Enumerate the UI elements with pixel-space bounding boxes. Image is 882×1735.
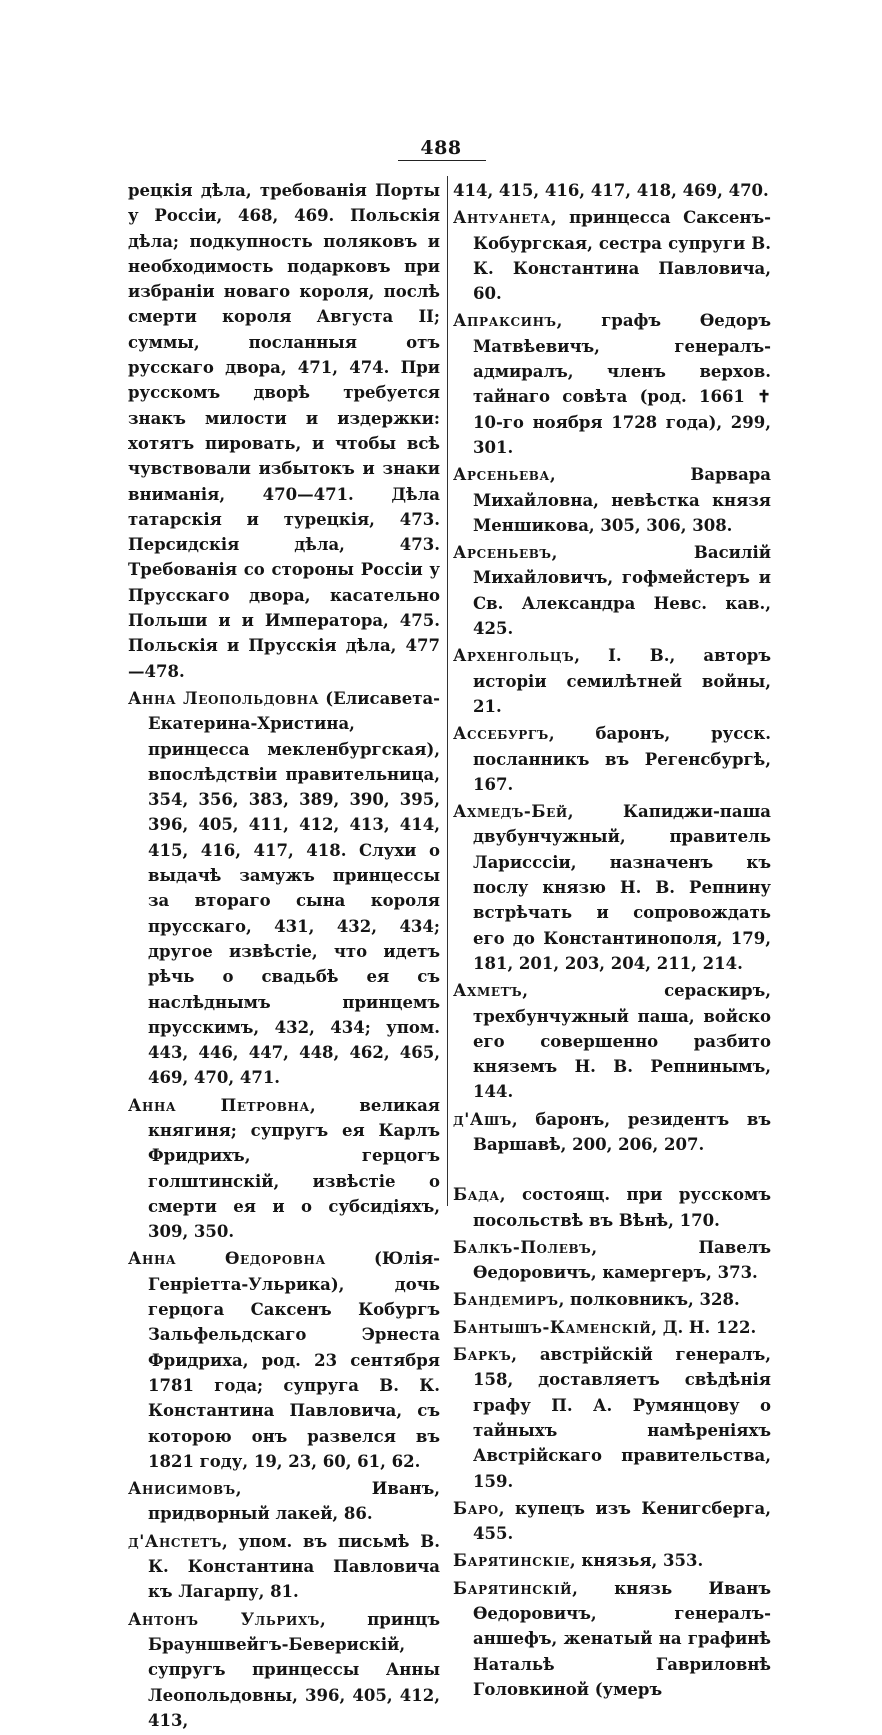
entry-head: Барятинскіе xyxy=(453,1551,570,1571)
header-rule xyxy=(398,160,486,161)
entry-text: , сераскиръ, трехбунчужный паша, войско его совершенно разбито княземъ Н. В. Репнинымъ, 144. xyxy=(473,981,771,1102)
index-entry xyxy=(128,1246,440,1474)
page-number: 488 xyxy=(420,137,462,159)
entry-text: , князь Иванъ Ѳедоровичъ, генералъ-аншефъ, женатый на графинѣ Натальѣ Гавриловнѣ Головкиной (умеръ xyxy=(473,1578,771,1699)
index-entry xyxy=(128,1476,440,1527)
entry-head: Ахметъ xyxy=(453,981,523,1001)
entry-text: (Елисавета-Екатерина-Христина, принцесса мекленбургская), впослѣдствіи правительница, 354, 356, 383, 389, 390, 395, 396, 405, 411, 412, 413, 414, 415, 416, 417, 418. Слухи о выдачѣ замужъ принцессы за втораго сына короля прусскаго, 431, 432, 434; другое извѣстіе, что идетъ рѣчь о свадьбѣ ея съ наслѣднымъ принцемъ прусскимъ, 432, 434; упом. 443, 446, 447, 448, 462, 465, 469, 470, 471. xyxy=(148,688,441,1088)
entry-head: Бантышъ-Каменскій xyxy=(453,1317,652,1337)
entry-head: Антуанета xyxy=(453,208,551,228)
index-entry xyxy=(453,1342,771,1494)
entry-head: Апраксинъ xyxy=(453,311,557,331)
entry-text: , Иванъ, придворный лакей, 86. xyxy=(148,1479,440,1524)
entry-head: Анна Ѳедоровна xyxy=(128,1249,326,1269)
index-entry xyxy=(128,1529,440,1605)
index-entry xyxy=(453,1235,771,1286)
entry-head: д'Ашъ xyxy=(453,1109,512,1129)
index-entry xyxy=(453,205,771,306)
entry-head: Балкъ-Полевъ xyxy=(453,1237,592,1257)
index-entry xyxy=(453,308,771,460)
index-entry xyxy=(453,978,771,1104)
index-entry xyxy=(453,178,771,203)
entry-text: рецкія дѣла, требованія Порты у Россіи, 468, 469. Польскія дѣла; подкупность поляковъ и необходимость подарковъ при избраніи новаго короля, послѣ смерти короля Августа II; суммы, посланныя отъ русскаго двора, 471, 474. При русскомъ дворѣ требуется знакъ милости и издержки: хотятъ пировать, и чтобы всѣ чувствовали избытокъ и знаки вниманія, 470—471. Дѣла татарскія и турецкія, 473. Персидскія дѣла, 473. Требованія со стороны Россіи у Прусскаго двора, касательно Польши и и Императора, 475. Польскія и Прусскія дѣла, 477—478. xyxy=(128,181,440,681)
entry-text: , принцесса Саксенъ-Кобургская, сестра супруги В. К. Константина Павловича, 60. xyxy=(473,208,771,304)
index-entry xyxy=(128,1093,440,1245)
entry-text: , князья, 353. xyxy=(569,1551,704,1571)
entry-text: , баронъ, резидентъ въ Варшавѣ, 200, 206, 207. xyxy=(473,1109,771,1154)
entry-text: , состоящ. при русскомъ посольствѣ въ Вѣнѣ, 170. xyxy=(473,1185,771,1230)
entry-text: (Юлія-Генріетта-Ульрика), дочь герцога Саксенъ Кобургъ Зальфельдскаго Эрнеста Фридриха, род. 23 сентября 1781 года; супруга В. К. Константина Павловича, съ которою онъ развелся въ 1821 году, 19, 23, 60, 61, 62. xyxy=(148,1249,441,1471)
index-entry xyxy=(453,799,771,976)
index-entry xyxy=(453,540,771,641)
index-entry xyxy=(453,1548,771,1573)
entry-head: Анна Петровна xyxy=(128,1095,310,1115)
index-entry xyxy=(453,1107,771,1158)
index-entry xyxy=(453,1315,771,1340)
entry-text: , Д. Н. 122. xyxy=(651,1317,757,1337)
index-entry xyxy=(453,643,771,719)
entry-text: , Варвара Михайловна, невѣстка князя Меншикова, 305, 306, 308. xyxy=(473,465,771,535)
index-entry xyxy=(453,462,771,538)
entry-head: Бада xyxy=(453,1185,500,1205)
entry-text: , принцъ Брауншвейгъ-Беверискій, супругъ принцессы Анны Леопольдовны, 396, 405, 412, 413, xyxy=(148,1609,440,1730)
entry-text: , графъ Ѳедоръ Матвѣевичъ, генералъ-адмиралъ, членъ верхов. тайнаго совѣта (род. 1661 ✝ 10-го ноября 1728 года), 299, 301. xyxy=(473,311,771,457)
index-entry xyxy=(453,1287,771,1312)
entry-text: , Василій Михайловичъ, гофмейстеръ и Св. Александра Невс. кав., 425. xyxy=(473,543,771,639)
entry-text: , баронъ, русск. посланникъ въ Регенсбургѣ, 167. xyxy=(473,724,771,794)
index-entry xyxy=(453,1496,771,1547)
entry-head: Анна Леопольдовна xyxy=(128,688,320,708)
entry-head: д'Анстетъ xyxy=(128,1531,222,1551)
right-column xyxy=(453,178,771,1704)
entry-text: , полковникъ, 328. xyxy=(558,1290,740,1310)
entry-text: , австрійскій генералъ, 158, доставляетъ свѣдѣнія графу П. А. Румянцову о тайныхъ намѣреніяхъ Австрійскаго правительства, 159. xyxy=(473,1345,771,1491)
index-entry xyxy=(128,178,440,684)
entry-head: Ассебургъ xyxy=(453,724,549,744)
entry-head: Арсеньевъ xyxy=(453,543,552,563)
entry-text: , упом. въ письмѣ В. К. Константина Павловича къ Лагарпу, 81. xyxy=(148,1531,440,1602)
entry-head: Барятинскій xyxy=(453,1578,573,1598)
entry-head: Бандемиръ xyxy=(453,1290,559,1310)
entry-text: , I. В., авторъ исторіи семилѣтней войны, 21. xyxy=(473,646,771,716)
entry-head: Архенгольцъ xyxy=(453,646,575,666)
entry-text: , Капиджи-паша двубунчужный, правитель Ларисссіи, назначенъ къ послу князю Н. В. Репнину встрѣчать и сопровождать его до Константинополя, 179, 181, 201, 203, 204, 211, 214. xyxy=(473,802,771,973)
index-entry xyxy=(453,721,771,797)
entry-head: Анисимовъ xyxy=(128,1479,236,1499)
entry-text: , великая княгиня; супругъ ея Карлъ Фридрихъ, герцогъ голштинскій, извѣстіе о смерти ея и о субсидіяхъ, 309, 350. xyxy=(148,1095,440,1242)
index-entry xyxy=(453,1182,771,1233)
column-divider xyxy=(447,176,448,1206)
entry-head: Антонъ Ульрихъ xyxy=(128,1609,320,1629)
index-entry xyxy=(128,686,440,1091)
entry-head: Ахмедъ-Бей xyxy=(453,802,568,822)
entry-text: 414, 415, 416, 417, 418, 469, 470. xyxy=(453,181,769,200)
entry-head: Арсеньева xyxy=(453,465,550,485)
entry-head: Баро xyxy=(453,1498,499,1518)
entry-head: Баркъ xyxy=(453,1345,512,1365)
index-entry xyxy=(453,1576,771,1702)
left-column xyxy=(128,178,440,1735)
index-entry xyxy=(128,1607,440,1733)
entry-text: , Павелъ Ѳедоровичъ, камергеръ, 373. xyxy=(473,1237,771,1283)
entry-text: , купецъ изъ Кенигсберга, 455. xyxy=(473,1498,771,1544)
